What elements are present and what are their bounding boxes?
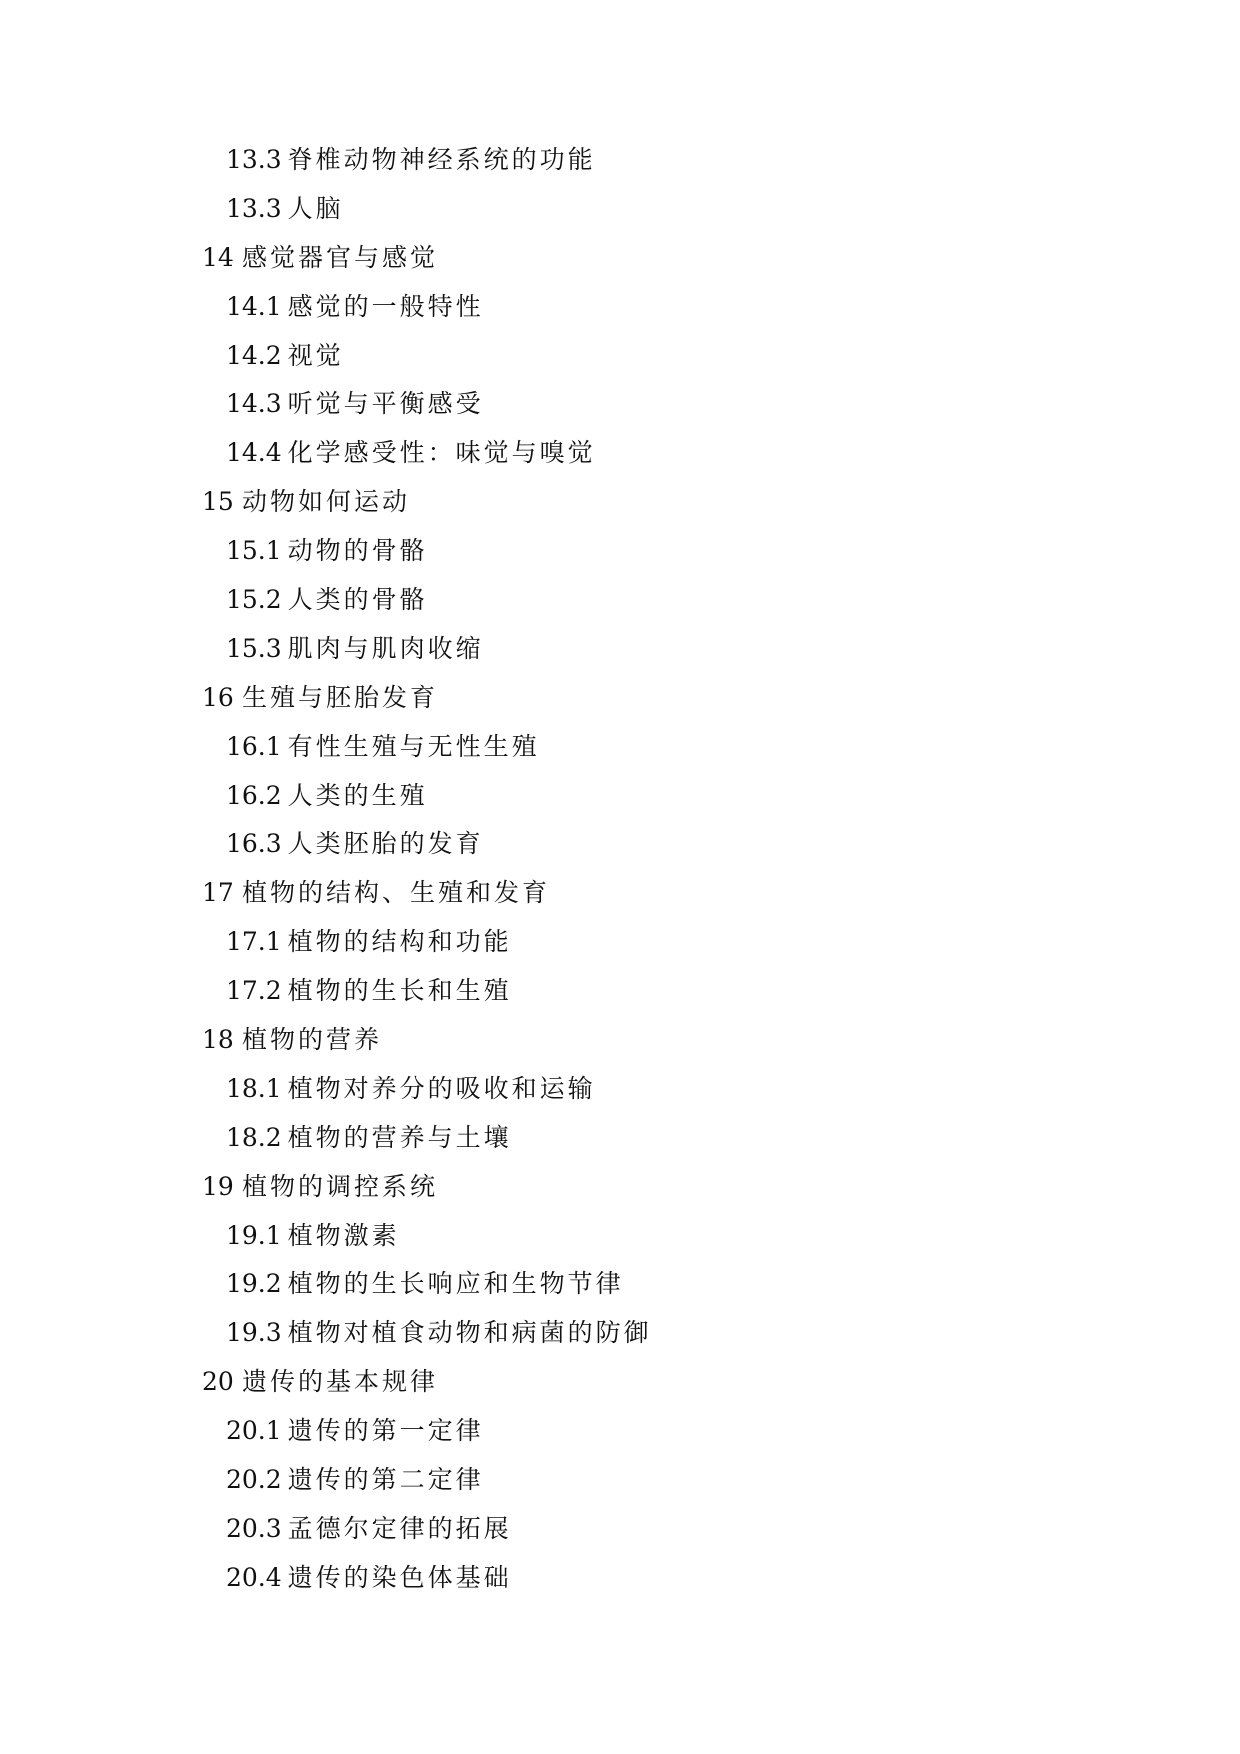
chapter-number: 15 bbox=[202, 487, 234, 517]
toc-chapter-entry bbox=[202, 678, 652, 727]
section-number: 13.3 bbox=[226, 145, 282, 174]
toc-section-entry bbox=[226, 287, 652, 336]
section-title: 肌肉与肌肉收缩 bbox=[287, 633, 484, 663]
section-title: 植物的结构和功能 bbox=[287, 927, 512, 957]
section-title: 遗传的第一定律 bbox=[287, 1416, 484, 1446]
toc-section-entry bbox=[226, 1264, 652, 1313]
chapter-number: 19 bbox=[202, 1171, 234, 1201]
toc-section-entry bbox=[226, 580, 652, 629]
toc-section-entry bbox=[226, 140, 652, 189]
section-title: 植物的生长响应和生物节律 bbox=[287, 1269, 624, 1299]
chapter-number: 16 bbox=[202, 682, 234, 712]
chapter-title: 植物的调控系统 bbox=[242, 1171, 439, 1201]
section-number: 19.3 bbox=[226, 1318, 282, 1348]
section-title: 人类胚胎的发育 bbox=[287, 829, 484, 859]
section-title: 化学感受性：味觉与嗅觉 bbox=[287, 438, 596, 468]
toc-chapter-entry bbox=[202, 1020, 652, 1069]
chapter-number: 20 bbox=[202, 1367, 234, 1397]
toc-section-entry bbox=[226, 1069, 652, 1118]
section-title: 植物的生长和生殖 bbox=[287, 976, 512, 1006]
toc-section-entry bbox=[226, 336, 652, 385]
section-number: 14.2 bbox=[226, 340, 282, 370]
section-number: 15.2 bbox=[226, 585, 282, 615]
toc-chapter-entry bbox=[202, 1167, 652, 1216]
chapter-title: 生殖与胚胎发育 bbox=[242, 682, 439, 712]
section-number: 18.1 bbox=[226, 1073, 282, 1103]
chapter-number: 18 bbox=[202, 1025, 234, 1055]
section-title: 有性生殖与无性生殖 bbox=[287, 731, 540, 761]
section-number: 16.2 bbox=[226, 780, 282, 810]
chapter-title: 植物的结构、生殖和发育 bbox=[242, 878, 551, 908]
section-number: 19.2 bbox=[226, 1269, 282, 1299]
section-number: 16.3 bbox=[226, 829, 282, 859]
section-title: 植物对养分的吸收和运输 bbox=[287, 1073, 596, 1103]
section-number: 14.1 bbox=[226, 291, 282, 321]
toc-section-entry bbox=[226, 384, 652, 433]
section-number: 15.3 bbox=[226, 633, 282, 663]
section-title: 感觉的一般特性 bbox=[287, 291, 484, 321]
section-number: 14.4 bbox=[226, 438, 282, 468]
chapter-title: 植物的营养 bbox=[242, 1025, 383, 1055]
section-number: 16.1 bbox=[226, 731, 282, 761]
section-title: 视觉 bbox=[287, 340, 344, 370]
toc-chapter-entry bbox=[202, 873, 652, 922]
toc-section-entry bbox=[226, 776, 652, 825]
toc-section-entry bbox=[226, 433, 652, 482]
toc-section-entry bbox=[226, 1118, 652, 1167]
toc-chapter-entry bbox=[202, 238, 652, 287]
section-title: 植物对植食动物和病菌的防御 bbox=[287, 1318, 652, 1348]
section-number: 14.3 bbox=[226, 389, 282, 419]
section-title: 人类的生殖 bbox=[287, 780, 428, 810]
section-title: 植物的营养与土壤 bbox=[287, 1122, 512, 1152]
section-title: 动物的骨骼 bbox=[287, 536, 428, 566]
section-number: 20.4 bbox=[226, 1562, 282, 1592]
chapter-number: 17 bbox=[202, 878, 234, 908]
chapter-title: 感觉器官与感觉 bbox=[242, 242, 439, 272]
toc-section-entry bbox=[226, 1460, 652, 1509]
section-number: 20.3 bbox=[226, 1513, 282, 1543]
chapter-number: 14 bbox=[202, 242, 234, 272]
toc-section-entry bbox=[226, 629, 652, 678]
toc-section-entry bbox=[226, 189, 652, 238]
section-title: 人类的骨骼 bbox=[287, 585, 428, 615]
toc-section-entry bbox=[226, 1558, 652, 1607]
section-title: 人脑 bbox=[287, 193, 344, 223]
section-number: 17.2 bbox=[226, 976, 282, 1006]
toc-chapter-entry bbox=[202, 1362, 652, 1411]
toc-section-entry bbox=[226, 1411, 652, 1460]
toc-section-entry bbox=[226, 824, 652, 873]
table-of-contents bbox=[202, 140, 652, 1607]
chapter-title: 动物如何运动 bbox=[242, 487, 411, 517]
toc-chapter-entry bbox=[202, 482, 652, 531]
section-number: 15.1 bbox=[226, 536, 282, 566]
section-title: 听觉与平衡感受 bbox=[287, 389, 484, 419]
section-title: 孟德尔定律的拓展 bbox=[287, 1513, 512, 1543]
toc-section-entry bbox=[226, 531, 652, 580]
toc-section-entry bbox=[226, 1313, 652, 1362]
section-number: 20.1 bbox=[226, 1416, 282, 1446]
section-number: 20.2 bbox=[226, 1465, 282, 1495]
toc-section-entry bbox=[226, 1216, 652, 1265]
section-title: 植物激素 bbox=[287, 1220, 400, 1250]
section-number: 19.1 bbox=[226, 1220, 282, 1250]
toc-section-entry bbox=[226, 727, 652, 776]
section-number: 18.2 bbox=[226, 1122, 282, 1152]
section-title: 遗传的染色体基础 bbox=[287, 1562, 512, 1592]
section-title: 遗传的第二定律 bbox=[287, 1465, 484, 1495]
section-title: 脊椎动物神经系统的功能 bbox=[287, 145, 596, 174]
toc-section-entry bbox=[226, 1509, 652, 1558]
toc-section-entry bbox=[226, 922, 652, 971]
toc-section-entry bbox=[226, 971, 652, 1020]
chapter-title: 遗传的基本规律 bbox=[242, 1367, 439, 1397]
section-number: 13.3 bbox=[226, 193, 282, 223]
section-number: 17.1 bbox=[226, 927, 282, 957]
